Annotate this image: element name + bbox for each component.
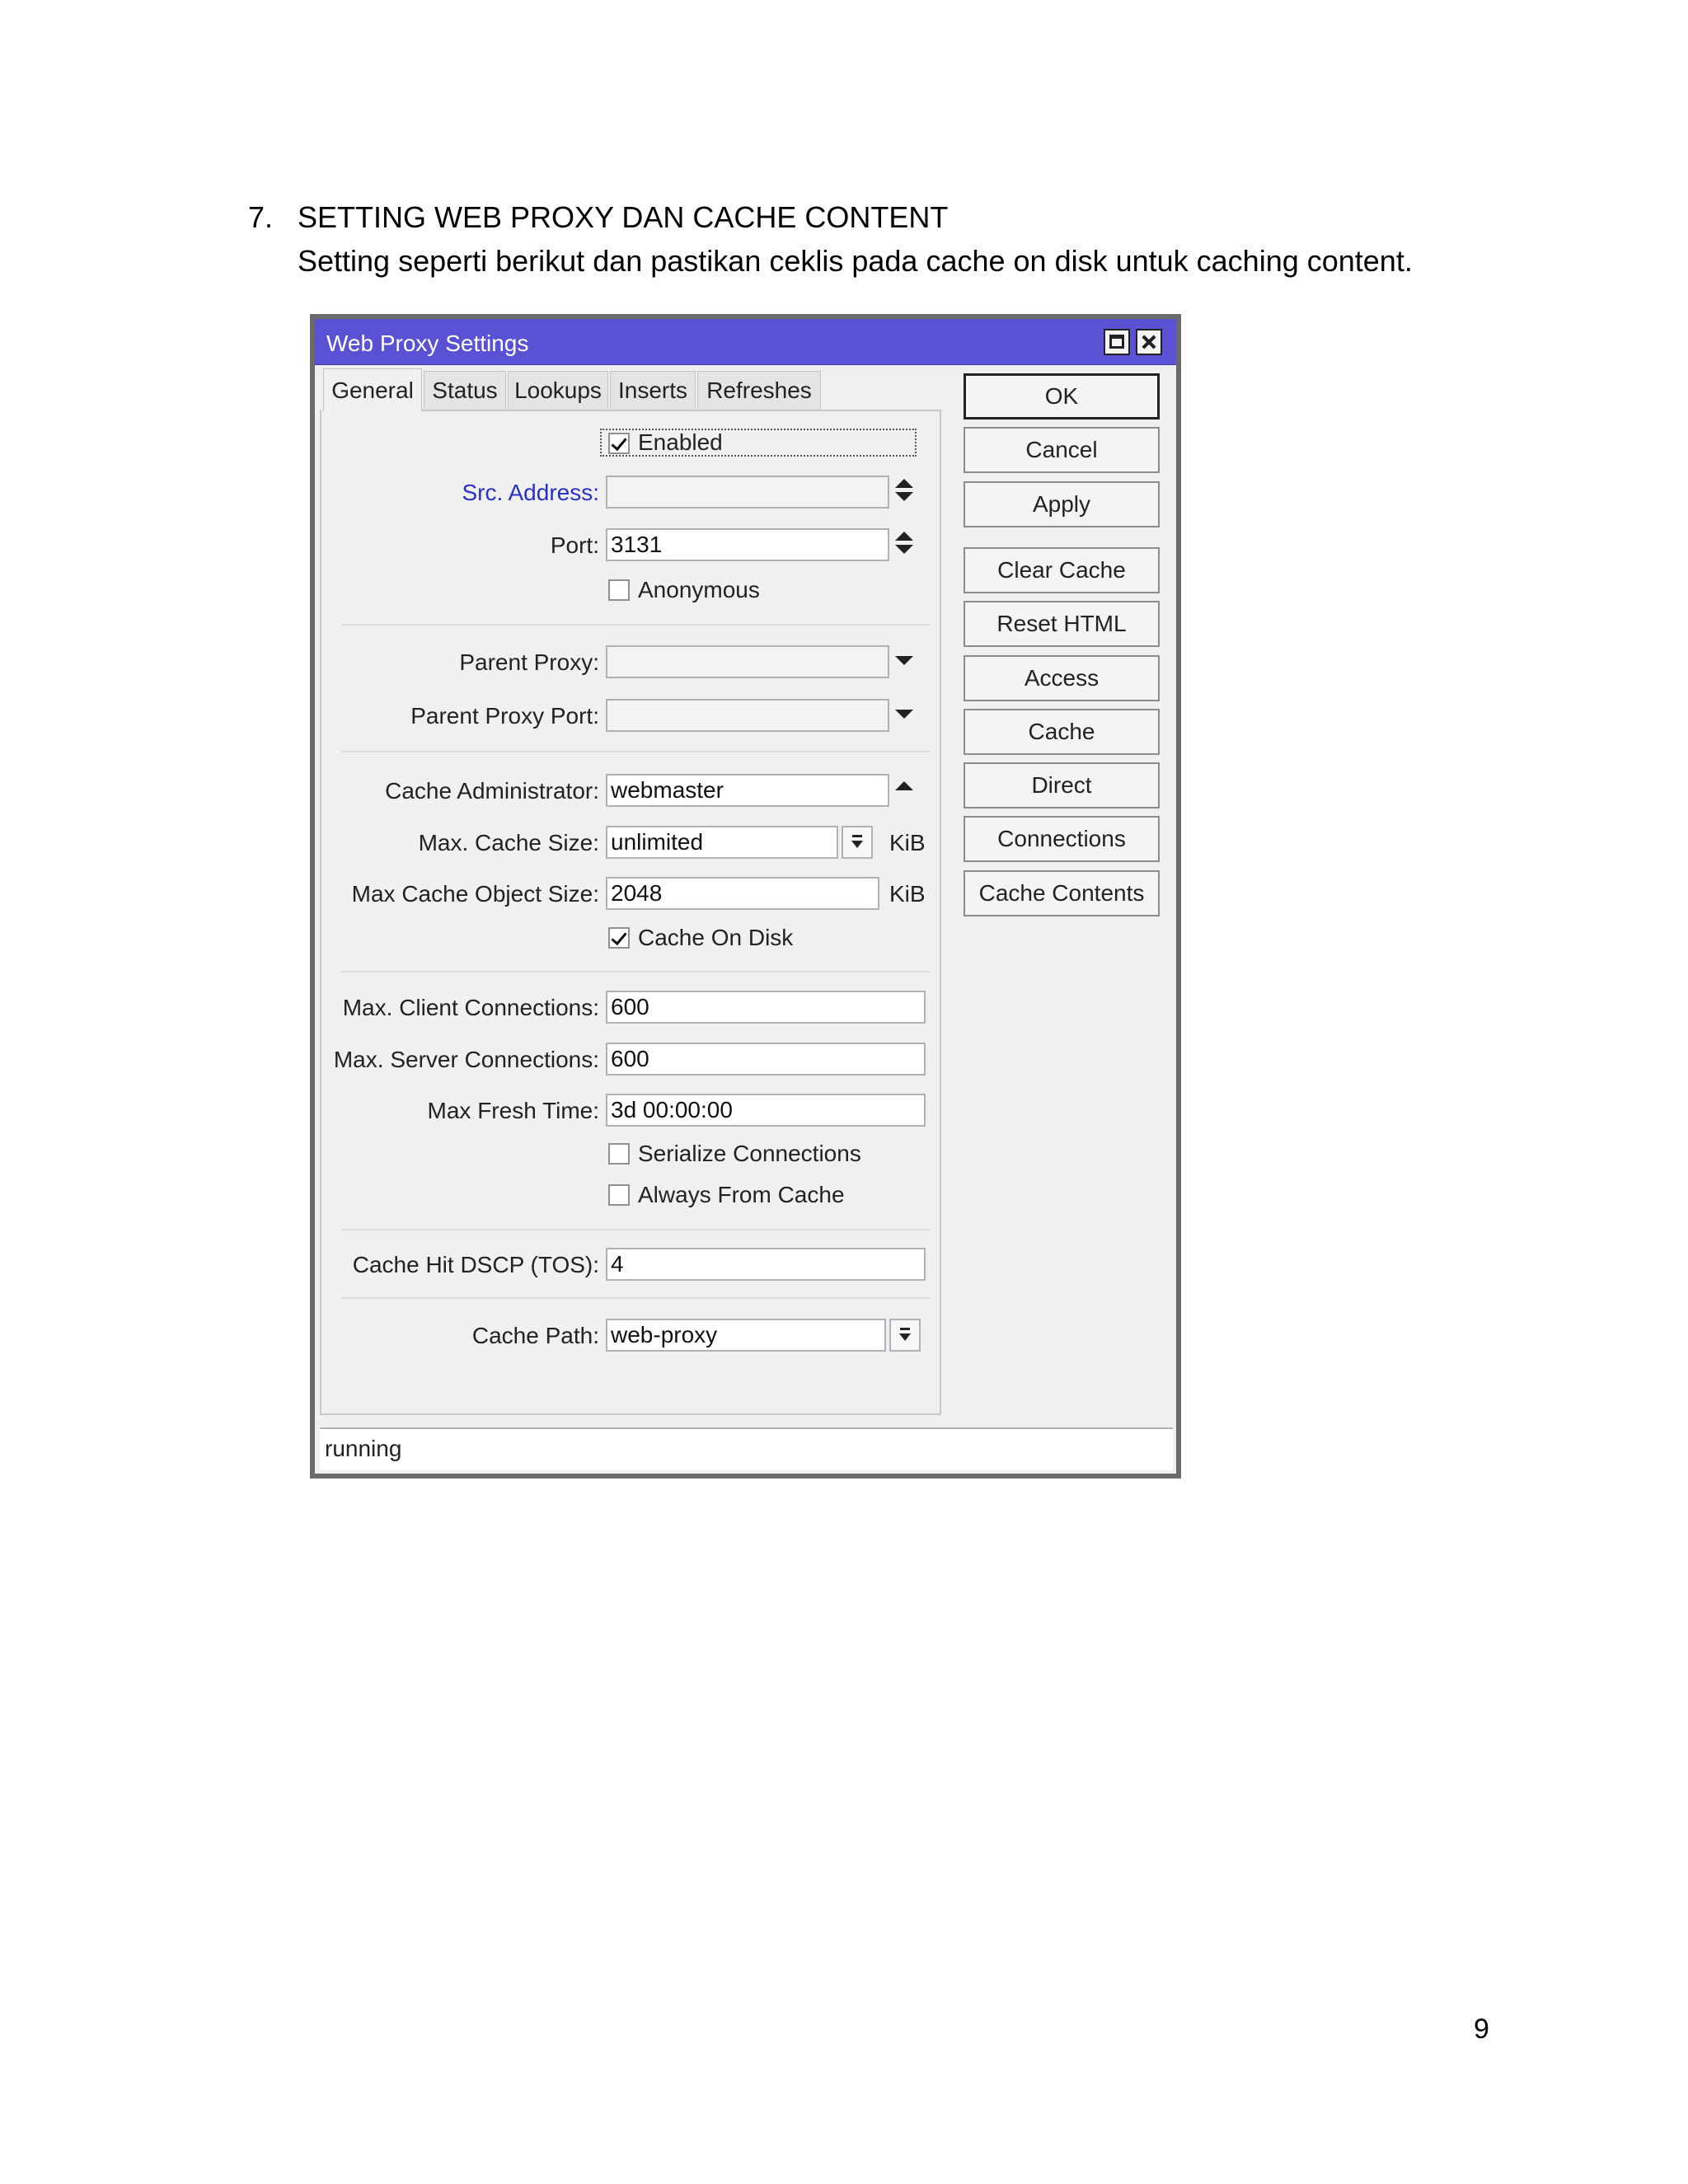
direct-button[interactable]: Direct xyxy=(964,762,1160,808)
src-address-input[interactable] xyxy=(606,476,889,509)
max-cache-object-size-unit: KiB xyxy=(889,881,926,907)
clear-cache-button[interactable]: Clear Cache xyxy=(964,547,1160,593)
status-text: running xyxy=(325,1436,402,1461)
status-bar xyxy=(320,1427,1173,1470)
anonymous-label: Anonymous xyxy=(638,577,760,602)
port-label: Port: xyxy=(550,532,599,558)
parent-proxy-label: Parent Proxy: xyxy=(459,649,599,675)
max-server-connections-input[interactable]: 600 xyxy=(606,1043,926,1076)
cache-hit-dscp-input[interactable]: 4 xyxy=(606,1248,926,1281)
port-up-icon[interactable] xyxy=(895,532,913,541)
max-cache-size-label: Max. Cache Size: xyxy=(418,830,599,855)
always-from-cache-checkbox[interactable] xyxy=(608,1184,630,1206)
cache-contents-button[interactable]: Cache Contents xyxy=(964,870,1160,916)
cache-on-disk-label: Cache On Disk xyxy=(638,925,794,950)
section-number: 7. xyxy=(248,200,274,234)
max-fresh-time-label: Max Fresh Time: xyxy=(427,1098,599,1123)
parent-proxy-port-input[interactable] xyxy=(606,699,889,732)
reset-html-button[interactable]: Reset HTML xyxy=(964,601,1160,647)
separator xyxy=(341,624,930,626)
enabled-label: Enabled xyxy=(638,429,723,455)
tab-general[interactable]: General xyxy=(323,368,422,411)
cache-path-label: Cache Path: xyxy=(471,1323,599,1348)
always-from-cache-label: Always From Cache xyxy=(638,1182,845,1207)
enabled-checkbox[interactable] xyxy=(608,433,630,454)
parent-proxy-dropdown-icon[interactable] xyxy=(895,656,913,665)
port-down-icon[interactable] xyxy=(895,545,913,554)
separator xyxy=(341,1229,930,1230)
separator xyxy=(341,751,930,752)
cache-admin-label: Cache Administrator: xyxy=(385,778,599,804)
parent-proxy-port-dropdown-icon[interactable] xyxy=(895,710,913,719)
src-address-up-icon[interactable] xyxy=(895,479,913,488)
ok-button[interactable]: OK xyxy=(964,373,1160,419)
cache-hit-dscp-label: Cache Hit DSCP (TOS): xyxy=(352,1252,599,1277)
separator xyxy=(341,1297,930,1299)
tab-status[interactable]: Status xyxy=(424,371,506,410)
cache-path-input[interactable]: web-proxy xyxy=(606,1319,886,1352)
window-title: Web Proxy Settings xyxy=(326,330,529,356)
src-address-label: Src. Address: xyxy=(462,480,599,505)
serialize-connections-label: Serialize Connections xyxy=(638,1141,861,1166)
section-title: SETTING WEB PROXY DAN CACHE CONTENT xyxy=(298,200,949,234)
close-icon[interactable] xyxy=(1136,329,1162,355)
cache-admin-input[interactable]: webmaster xyxy=(606,774,889,807)
instruction-text: Setting seperti berikut dan pastikan ceklis pada cache on disk untuk caching content. xyxy=(298,244,1413,278)
src-address-down-icon[interactable] xyxy=(895,492,913,501)
cache-on-disk-checkbox[interactable] xyxy=(608,927,630,949)
window-titlebar[interactable] xyxy=(315,319,1176,365)
max-cache-object-size-input[interactable]: 2048 xyxy=(606,877,879,910)
anonymous-checkbox[interactable] xyxy=(608,579,630,601)
cache-admin-collapse-icon[interactable] xyxy=(895,781,913,790)
cache-button[interactable]: Cache xyxy=(964,709,1160,755)
max-cache-size-unit: KiB xyxy=(889,830,926,855)
parent-proxy-port-label: Parent Proxy Port: xyxy=(410,703,599,729)
tab-lookups[interactable]: Lookups xyxy=(508,371,608,410)
serialize-connections-checkbox[interactable] xyxy=(608,1143,630,1165)
port-input[interactable]: 3131 xyxy=(606,528,889,561)
max-cache-object-size-label: Max Cache Object Size: xyxy=(351,881,599,907)
cache-path-dropdown-icon[interactable] xyxy=(889,1319,921,1352)
maximize-icon[interactable] xyxy=(1104,329,1130,355)
parent-proxy-input[interactable] xyxy=(606,645,889,678)
separator xyxy=(341,971,930,972)
max-cache-size-input[interactable]: unlimited xyxy=(606,826,838,859)
max-client-connections-input[interactable]: 600 xyxy=(606,991,926,1024)
web-proxy-settings-window xyxy=(310,314,1181,1479)
access-button[interactable]: Access xyxy=(964,655,1160,701)
max-server-connections-label: Max. Server Connections: xyxy=(333,1047,599,1072)
tab-inserts[interactable]: Inserts xyxy=(610,371,696,410)
apply-button[interactable]: Apply xyxy=(964,481,1160,527)
cancel-button[interactable]: Cancel xyxy=(964,427,1160,473)
max-client-connections-label: Max. Client Connections: xyxy=(342,995,599,1020)
max-fresh-time-input[interactable]: 3d 00:00:00 xyxy=(606,1094,926,1127)
max-cache-size-dropdown-icon[interactable] xyxy=(842,826,873,859)
page-number: 9 xyxy=(1474,2013,1489,2045)
tab-refreshes[interactable]: Refreshes xyxy=(697,371,821,410)
connections-button[interactable]: Connections xyxy=(964,816,1160,862)
